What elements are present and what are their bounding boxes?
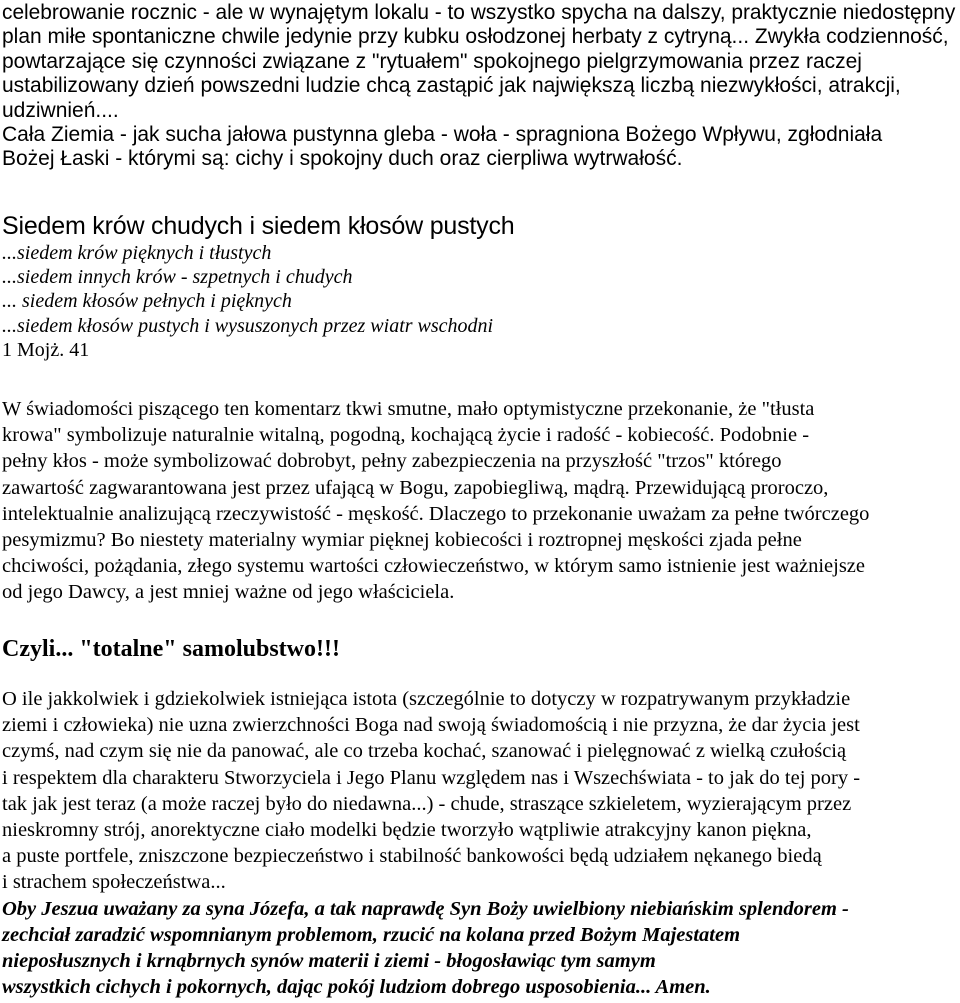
paragraph-line: czymś, nad czym się nie da panować, ale co trzeba kochać, szanować i pielęgnować z wielką czułością [2, 740, 847, 763]
paragraph-line: W świadomości piszącego ten komentarz tkwi smutne, mało optymistyczne przekonanie, że "tłusta [2, 398, 815, 420]
paragraph-line: nieskromny strój, anorektyczne ciało modelki będzie tworzyło wątpliwie atrakcyjny kanon piękna, [2, 819, 812, 842]
paragraph-line: ziemi i człowieka) nie uzna zwierzchności Boga nad swoją świadomością i nie przyzna, że dar życia jest [2, 714, 860, 737]
paragraph-line: tak jak jest teraz (a może raczej było do niedawna...) - chude, straszące szkieletem, wyzierającym przez [2, 792, 852, 815]
paragraph-line: pełny kłos - może symbolizować dobrobyt, pełny zabezpieczenia na przyszłość "trzos" którego [2, 450, 782, 473]
blessing-line: Oby Jeszua uważany za syna Józefa, a tak naprawdę Syn Boży uwielbiony niebiańskim splendorem - [2, 897, 849, 920]
intro-paragraph [0, 1, 955, 172]
blessing-line: wszystkich cichych i pokornych, dając pokój ludziom dobrego usposobienia... Amen. [2, 976, 711, 999]
blessing-line: nieposłusznych i krnąbrnych synów materii i ziemi - błogosławiąc tym samym [2, 950, 656, 973]
commentary-paragraph [0, 396, 869, 606]
intro-line: ustabilizowany dzień powszedni ludzie chcą zastąpić jak największą liczbą niezwykłości, atrakcji, [2, 74, 901, 98]
paragraph-line: O ile jakkolwiek i gdziekolwiek istniejąca istota (szczególnie to dotyczy w rozpatrywanym przykładzie [2, 688, 851, 710]
intro-line: Bożej Łaski - którymi są: cichy i spokojny duch oraz cierpliwa wytrwałość. [2, 147, 683, 171]
paragraph-line: od jego Dawcy, a jest mniej ważne od jego właściciela. [2, 581, 455, 604]
scripture-reference: 1 Mojż. 41 [2, 338, 90, 361]
intro-line: Cała Ziemia - jak sucha jałowa pustynna gleba - woła - spragniona Bożego Wpływu, zgłodniała [2, 123, 883, 147]
paragraph-line: chciwości, pożądania, złego systemu wartości człowieczeństwo, w którym samo istnienie jest ważniejsze [2, 555, 866, 578]
intro-line: plan miłe spontaniczne chwile jedynie przy kubku osłodzonej herbaty z cytryną... Zwykła codzienność, [2, 25, 949, 49]
section-heading-cows: Siedem krów chudych i siedem kłosów pustych [2, 212, 515, 240]
scripture-quote [0, 241, 493, 362]
paragraph-line: pesymizmu? Bo niestety materialny wymiar pięknej kobiecości i roztropnej męskości zjada pełne [2, 529, 802, 552]
quote-line: ... siedem kłosów pełnych i pięknych [2, 290, 292, 313]
quote-line: ...siedem krów pięknych i tłustych [2, 242, 272, 264]
paragraph-line: zawartość zagwarantowana jest przez ufającą w Bogu, zapobiegliwą, mądrą. Przewidującą proroczo, [2, 476, 829, 499]
paragraph-line: krowa" symbolizuje naturalnie witalną, pogodną, kochającą życie i radość - kobiecość. Podobnie - [2, 424, 810, 447]
intro-line: powtarzające się czynności związane z "rytuałem" spokojnego pielgrzymowania przez raczej [2, 49, 862, 73]
blessing-line: zechciał zaradzić wspomnianym problemom, rzucić na kolana przed Bożym Majestatem [2, 923, 741, 946]
closing-section [0, 686, 860, 1000]
paragraph-line: i strachem społeczeństwa... [2, 871, 226, 894]
intro-line: celebrowanie rocznic - ale w wynajętym lokalu - to wszystko spycha na dalszy, praktycznie niedostępny [2, 1, 956, 24]
quote-line: ...siedem innych krów - szpetnych i chudych [2, 266, 353, 289]
paragraph-line: intelektualnie analizującą rzeczywistość - męskość. Dlaczego to przekonanie uważam za pełne twórczego [2, 502, 870, 525]
section-heading-selfishness: Czyli... "totalne" samolubstwo!!! [2, 636, 340, 662]
paragraph-line: a puste portfele, zniszczone bezpieczeństwo i stabilność bankowości będą udziałem nękanego biedą [2, 845, 822, 868]
paragraph-line: i respektem dla charakteru Stworzyciela i Jego Planu względem nas i Wszechświata - to jak do tej pory - [2, 766, 861, 789]
intro-line: udziwnień.... [2, 98, 119, 122]
quote-line: ...siedem kłosów pustych i wysuszonych przez wiatr wschodni [2, 314, 494, 337]
